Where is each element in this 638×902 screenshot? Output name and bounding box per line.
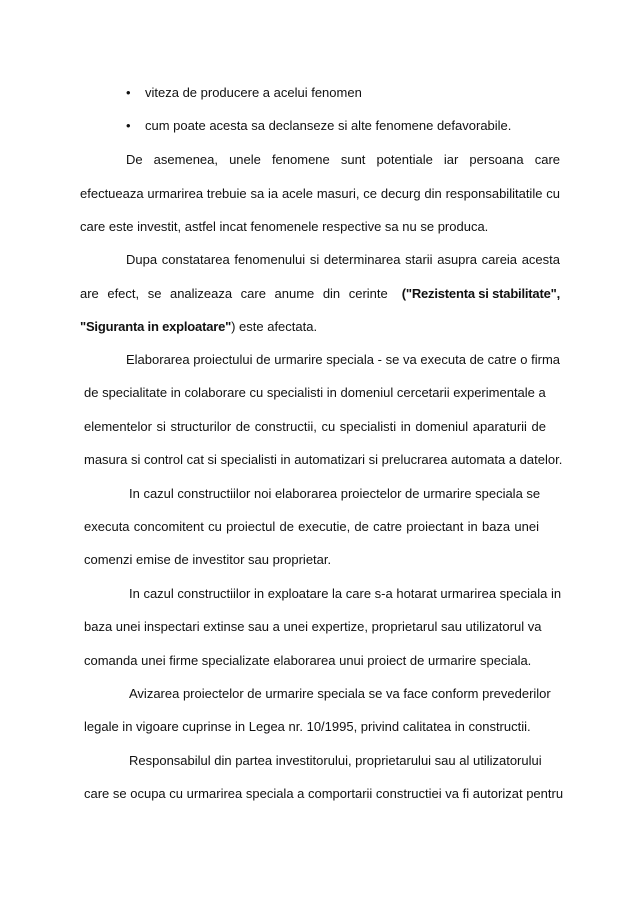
paragraph-line: efectueaza urmarirea trebuie sa ia acele masuri, ce decurg din responsabilitatile cu	[80, 186, 560, 201]
paragraph-line	[80, 318, 317, 336]
paragraph-text: are efect, se analizeaza care anume din cerinte	[80, 286, 388, 301]
emphasized-text: "Siguranta in exploatare"	[80, 319, 232, 334]
paragraph-line: comenzi emise de investitor sau proprietar.	[84, 552, 332, 567]
paragraph-line: executa concomitent cu proiectul de executie, de catre proiectant in baza unei	[84, 519, 539, 534]
paragraph-line: In cazul constructiilor noi elaborarea proiectelor de urmarire speciala se	[129, 486, 541, 501]
paragraph-line: baza unei inspectari extinse sau a unei expertize, proprietarul sau utilizatorul va	[84, 619, 542, 634]
paragraph-line: Responsabilul din partea investitorului, proprietarului sau al utilizatorului	[129, 753, 542, 768]
bullet-marker: •	[126, 85, 131, 100]
paragraph-line: elementelor si structurilor de constructii, cu specialisti in domeniul aparaturii de	[84, 419, 546, 434]
bullet-marker: •	[126, 118, 131, 133]
paragraph-text: ) este afectata.	[231, 319, 318, 334]
emphasized-text: ("Rezistenta si stabilitate",	[401, 286, 560, 301]
paragraph-line: masura si control cat si specialisti in automatizari si prelucrarea automata a datelor.	[84, 452, 563, 467]
paragraph-line: legale in vigoare cuprinse in Legea nr. 10/1995, privind calitatea in constructii.	[84, 719, 531, 734]
bullet-item-2: cum poate acesta sa declanseze si alte fenomene defavorabile.	[145, 118, 512, 133]
paragraph-line	[80, 285, 560, 303]
paragraph-line: comanda unei firme specializate elaborarea unui proiect de urmarire speciala.	[84, 653, 532, 668]
bullet-item-1: viteza de producere a acelui fenomen	[145, 85, 362, 100]
paragraph-line: Dupa constatarea fenomenului si determinarea starii asupra careia acesta	[126, 252, 560, 267]
paragraph-line: In cazul constructiilor in exploatare la care s-a hotarat urmarirea speciala in	[129, 586, 562, 601]
paragraph-line: de specialitate in colaborare cu specialisti in domeniul cercetarii experimentale a	[84, 385, 546, 400]
paragraph-line: care este investit, astfel incat fenomenele respective sa nu se produca.	[80, 219, 489, 234]
paragraph-line: Avizarea proiectelor de urmarire speciala se va face conform prevederilor	[129, 686, 551, 701]
paragraph-line: Elaborarea proiectului de urmarire speciala - se va executa de catre o firma	[126, 352, 560, 367]
paragraph-line: care se ocupa cu urmarirea speciala a comportarii constructiei va fi autorizat pentru	[84, 786, 564, 801]
paragraph-line: De asemenea, unele fenomene sunt potentiale iar persoana care	[126, 152, 560, 167]
